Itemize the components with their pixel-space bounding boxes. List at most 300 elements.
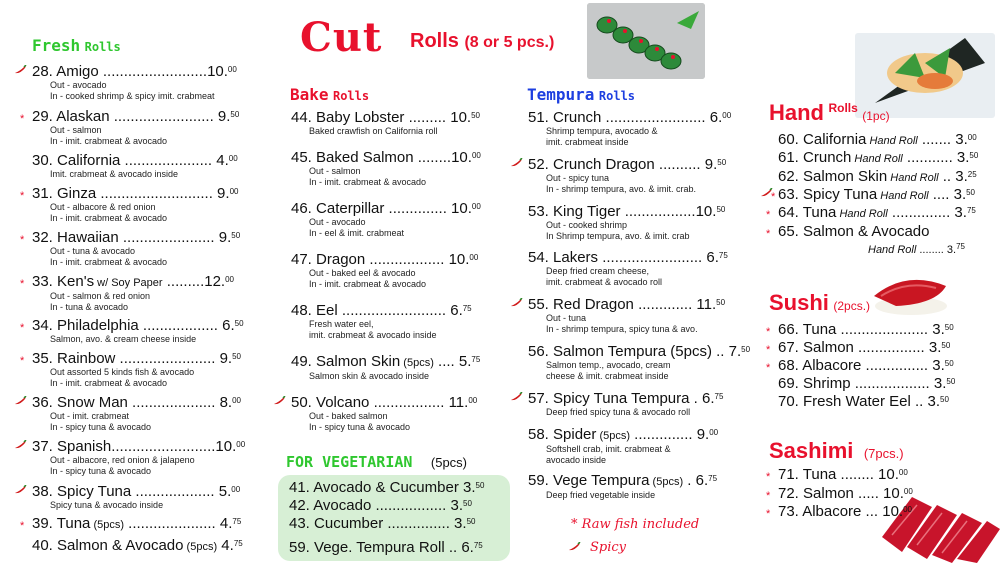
menu-item	[289, 540, 483, 556]
fresh-word: Fresh	[32, 36, 81, 55]
menu-item	[291, 201, 481, 239]
menu-item-name: 67. Salmon ................ 3.	[778, 339, 942, 356]
menu-item-line	[528, 157, 726, 173]
menu-item-description: Deep fried spicy tuna & avocado roll	[546, 407, 691, 417]
hand-last-price	[868, 244, 965, 256]
fresh-rolls-word: Rolls	[84, 40, 121, 54]
chili-pepper-icon	[273, 396, 286, 406]
menu-item-name: 39. Tuna	[32, 515, 91, 532]
menu-item	[766, 485, 913, 502]
menu-item	[766, 204, 976, 222]
menu-item-price-cents: 50	[717, 158, 727, 167]
menu-item	[778, 169, 977, 186]
menu-item	[771, 186, 976, 204]
menu-item-description: Out - avocado	[309, 217, 366, 227]
menu-item-description: Out - salmon & red onion	[50, 291, 151, 301]
menu-item-line	[291, 303, 472, 319]
menu-item-price-cents: 00	[225, 275, 234, 284]
menu-item-description: Out - albacore & red onion	[50, 202, 156, 212]
menu-item-description: Out assorted 5 kinds fish & avocado	[50, 367, 195, 377]
menu-item-name: 28. Amigo .........................10.	[32, 63, 228, 80]
menu-item-line	[528, 473, 717, 490]
menu-item-price-cents: 00	[236, 440, 246, 449]
menu-item-price-cents: 00	[903, 505, 912, 514]
menu-item-price-cents: 50	[232, 352, 241, 361]
menu-item-description: Out - avocado	[50, 80, 107, 90]
menu-item-price-cents: 75	[473, 541, 483, 550]
menu-item-line	[20, 229, 241, 246]
menu-item	[20, 108, 240, 147]
menu-item-name: 44. Baby Lobster ......... 10.	[291, 109, 472, 126]
roll-illustration	[587, 3, 705, 79]
rolls-count: (8 or 5 pcs.)	[464, 34, 555, 51]
menu-item-dots: .........12.	[162, 273, 226, 290]
menu-item	[32, 484, 240, 511]
menu-item	[291, 395, 477, 433]
menu-item-description: Shrimp tempura, avocado &	[546, 126, 658, 136]
menu-item-price-cents: 50	[475, 481, 485, 490]
menu-item-dots: .. 3.	[938, 168, 968, 185]
menu-item-line	[766, 321, 954, 338]
menu-item	[528, 110, 731, 148]
menu-item-description: imit. crabmeat & avocado inside	[309, 330, 437, 340]
raw-fish-marker: *	[20, 322, 25, 334]
menu-item	[20, 515, 242, 533]
menu-item-line	[32, 153, 238, 169]
menu-item-note: w/ Soy Paper	[94, 277, 163, 289]
menu-item	[778, 132, 977, 149]
menu-item-line	[20, 185, 239, 202]
menu-item-line	[528, 391, 723, 407]
menu-item-price-cents: 50	[471, 111, 481, 120]
menu-item-price-cents: 50	[231, 231, 241, 240]
menu-item-name: 73. Albacore ... 10.	[778, 503, 904, 520]
menu-item-name: 31. Ginza ........................... 9.	[32, 185, 230, 202]
menu-item	[766, 357, 954, 374]
menu-item-dots: .............. 3.	[887, 204, 967, 221]
menu-item-price-cents: 50	[944, 323, 954, 332]
menu-item-line	[766, 339, 951, 356]
menu-item-line	[20, 350, 241, 367]
menu-item-price-cents: 50	[966, 188, 976, 197]
menu-item-line	[291, 150, 481, 166]
menu-item-description: Out - imit. crabmeat	[50, 411, 130, 421]
menu-item-name: 63. Spicy Tuna	[778, 186, 878, 203]
menu-item-name: 35. Rainbow ....................... 9.	[32, 350, 233, 367]
raw-fish-marker: *	[766, 471, 771, 483]
menu-item-name: 60. California	[778, 131, 867, 148]
menu-item	[289, 498, 472, 514]
menu-item-description: Out - cooked shrimp	[546, 220, 628, 230]
menu-item-price-cents: 50	[466, 517, 476, 526]
menu-item-description: In - cooked shrimp & spicy imit. crabmeat	[50, 91, 215, 101]
chili-pepper-icon	[14, 485, 27, 495]
menu-item-dots: .... 3.	[928, 186, 967, 203]
menu-item	[291, 252, 478, 290]
menu-item-dots: .... 5.	[433, 353, 472, 370]
menu-item-line	[20, 515, 242, 533]
menu-item-price-cents: 75	[708, 474, 718, 483]
menu-item-price-cents: 75	[462, 304, 472, 313]
menu-item-name: 45. Baked Salmon ........10.	[291, 149, 472, 166]
menu-item-price-cents: 00	[468, 396, 478, 405]
menu-item-description: In - spicy tuna & avocado	[50, 422, 152, 432]
menu-item	[528, 204, 725, 242]
menu-item-price-cents: 75	[966, 206, 976, 215]
menu-item-note: (5pcs)	[183, 541, 218, 553]
menu-item-price-cents: 75	[233, 539, 243, 548]
menu-item	[528, 473, 717, 501]
menu-item-description: Imit. crabmeat & avocado inside	[50, 169, 179, 179]
sashimi-word: Sashimi	[769, 438, 854, 463]
menu-item-price-cents: 50	[230, 110, 240, 119]
bake-rolls-word: Rolls	[332, 89, 370, 103]
menu-item-name: 36. Snow Man .................... 8.	[32, 394, 233, 411]
menu-item	[291, 150, 481, 188]
menu-item-note: Hand Roll	[851, 153, 903, 165]
menu-item-name: 58. Spider	[528, 426, 597, 443]
hand-last-label: Hand Roll	[868, 244, 917, 256]
menu-item-line	[32, 64, 237, 80]
menu-item	[528, 344, 750, 382]
menu-item-name: 50. Volcano ................. 11.	[291, 394, 469, 411]
menu-item-name: 62. Salmon Skin	[778, 168, 888, 185]
menu-item-name: 56. Salmon Tempura (5pcs) .. 7.	[528, 343, 742, 360]
menu-item-description: In - tuna & avocado	[50, 302, 129, 312]
raw-fish-marker: *	[20, 355, 25, 367]
hand-rolls-word: Rolls	[828, 101, 858, 115]
menu-item-price-cents: 00	[709, 428, 719, 437]
menu-item	[20, 350, 241, 389]
hand-rolls-heading	[769, 100, 890, 126]
menu-item	[32, 538, 243, 555]
hand-word: Hand	[769, 100, 824, 125]
menu-item-price-cents: 00	[469, 253, 479, 262]
menu-item-line	[778, 376, 955, 392]
menu-item-dots: . 6.	[683, 472, 709, 489]
menu-item-description: Salmon temp., avocado, cream	[546, 360, 671, 370]
menu-item-name: 54. Lakers ........................ 6.	[528, 249, 719, 266]
menu-item-price-cents: 00	[229, 187, 239, 196]
menu-item-name: 42. Avocado ................. 3.	[289, 497, 463, 514]
menu-item-description: In - spicy tuna & avocado	[50, 466, 152, 476]
menu-item	[291, 110, 480, 137]
menu-item	[289, 516, 475, 532]
menu-item	[20, 273, 234, 313]
menu-item-description: Out - albacore, red onion & jalapeno	[50, 455, 195, 465]
menu-item	[778, 376, 955, 392]
menu-item-name: 66. Tuna ..................... 3.	[778, 321, 945, 338]
menu-item-line	[291, 110, 480, 126]
menu-item-name: 71. Tuna ........ 10.	[778, 466, 899, 483]
menu-item-description: In - spicy tuna & avocado	[309, 422, 411, 432]
menu-item-line	[528, 110, 731, 126]
menu-item-line	[291, 252, 478, 268]
hand-pcs: (1pc)	[862, 109, 890, 123]
raw-fish-marker: *	[766, 490, 771, 502]
menu-item-description: Out - baked salmon	[309, 411, 388, 421]
menu-item-price-cents: 75	[714, 392, 724, 401]
menu-item-name: 55. Red Dragon ............. 11.	[528, 296, 717, 313]
menu-item-line	[291, 354, 480, 371]
menu-item	[32, 153, 238, 180]
menu-item-dots: 4.	[217, 537, 234, 554]
menu-item-name: 51. Crunch ........................ 6.	[528, 109, 723, 126]
menu-item-description: Softshell crab, imit. crabmeat &	[546, 444, 671, 454]
sushi-word: Sushi	[769, 290, 829, 315]
menu-item-description: In - shrimp tempura, avo. & imit. crab.	[546, 184, 697, 194]
menu-item-line	[289, 540, 483, 556]
menu-item-note: (5pcs)	[649, 476, 684, 488]
menu-item-price-cents: 00	[227, 65, 237, 74]
menu-item-line	[771, 186, 976, 204]
cut-title: Cut	[300, 14, 383, 61]
menu-item-name: 53. King Tiger .................10.	[528, 203, 717, 220]
spicy-note	[590, 540, 626, 555]
menu-item-price-cents: 00	[471, 151, 481, 160]
menu-item-description: Out - tuna & avocado	[50, 246, 136, 256]
sushi-heading	[769, 290, 870, 316]
menu-item-name: 59. Vege. Tempura Roll .. 6.	[289, 539, 474, 556]
menu-item-description: In - imit. crabmeat & avocado	[50, 136, 168, 146]
menu-item-line	[291, 201, 481, 217]
menu-item	[528, 391, 723, 418]
menu-item-line	[766, 466, 908, 483]
menu-item	[528, 297, 725, 335]
menu-item-price-cents: 75	[718, 251, 728, 260]
menu-item-line	[766, 357, 954, 374]
menu-item-line	[289, 516, 475, 532]
menu-item	[291, 354, 480, 382]
vegetarian-word: FOR VEGETARIAN	[286, 453, 413, 471]
raw-fish-marker: *	[766, 344, 771, 356]
sushi-illustration	[866, 266, 952, 318]
menu-item-price-cents: 00	[903, 487, 913, 496]
menu-item-line	[528, 297, 725, 313]
menu-item	[766, 466, 908, 483]
raw-fish-marker: *	[766, 508, 771, 520]
hand-last-dots: ........ 3.	[916, 244, 957, 256]
menu-item	[528, 157, 726, 195]
menu-item	[20, 185, 239, 224]
menu-item-price-cents: 50	[463, 499, 472, 508]
menu-item-name: 43. Cucumber ............... 3.	[289, 515, 467, 532]
menu-item-name: 64. Tuna	[778, 204, 837, 221]
raw-fish-note: * Raw fish included	[571, 517, 700, 532]
menu-item-description: In - imit. crabmeat & avocado	[309, 279, 427, 289]
menu-item-name: 37. Spanish.........................10.	[32, 438, 237, 455]
menu-item-price-cents: 00	[722, 111, 732, 120]
raw-fish-marker: *	[20, 278, 25, 290]
menu-item	[766, 503, 912, 520]
menu-item-line	[528, 344, 750, 360]
chili-pepper-icon	[14, 396, 27, 406]
menu-item-dots: .............. 9.	[630, 426, 710, 443]
menu-item-name: 68. Albacore ............... 3.	[778, 357, 945, 374]
menu-item-line	[20, 317, 244, 334]
chili-pepper-icon	[510, 158, 523, 168]
menu-item-price-cents: 50	[716, 298, 726, 307]
cut-rolls-label	[410, 30, 554, 53]
menu-item-description: Fresh water eel,	[309, 319, 374, 329]
menu-item-note: (5pcs)	[400, 357, 434, 369]
menu-item-note: (5pcs)	[90, 519, 125, 531]
menu-item-description: In - imit. crabmeat & avocado	[50, 378, 168, 388]
menu-item	[32, 395, 241, 433]
menu-item-line	[32, 395, 241, 411]
menu-item-line	[289, 498, 472, 514]
bake-word: Bake	[290, 85, 329, 104]
menu-item-name: 47. Dragon .................. 10.	[291, 251, 470, 268]
menu-item-name: 30. California ..................... 4.	[32, 152, 229, 169]
tempura-rolls-heading	[527, 85, 635, 105]
menu-item-name: 61. Crunch	[778, 149, 852, 166]
menu-item-price-cents: 50	[940, 395, 949, 404]
menu-item-name: 69. Shrimp .................. 3.	[778, 375, 947, 392]
chili-pepper-icon	[14, 65, 27, 75]
menu-item-line	[778, 132, 977, 149]
menu-item-line	[778, 169, 977, 186]
menu-item-name: 52. Crunch Dragon .......... 9.	[528, 156, 718, 173]
menu-item-description: Out - spicy tuna	[546, 173, 610, 183]
menu-item-price-cents: 75	[232, 517, 242, 526]
menu-item-line	[778, 150, 978, 167]
fresh-rolls-heading	[32, 36, 121, 56]
menu-item-name: 59. Vege Tempura	[528, 472, 650, 489]
menu-item-price-cents: 50	[716, 205, 726, 214]
vegetarian-pcs: (5pcs)	[430, 455, 468, 470]
menu-item	[20, 317, 244, 345]
menu-item	[289, 480, 484, 496]
menu-item	[528, 250, 728, 288]
menu-item	[291, 303, 472, 341]
tempura-word: Tempura	[527, 85, 595, 104]
raw-fish-marker: *	[20, 190, 25, 202]
menu-item-name: 29. Alaskan ........................ 9.	[32, 108, 231, 125]
menu-item-name: 70. Fresh Water Eel .. 3.	[778, 393, 941, 410]
menu-item-price-cents: 50	[944, 359, 954, 368]
menu-item-name: 49. Salmon Skin	[291, 353, 401, 370]
menu-item-price-cents: 00	[471, 202, 481, 211]
menu-item-price-cents: 50	[941, 341, 951, 350]
menu-item-description: avocado inside	[546, 455, 607, 465]
menu-item-description: In - imit. crabmeat & avocado	[50, 213, 168, 223]
menu-item-line	[32, 538, 243, 555]
menu-item-line	[766, 204, 976, 222]
menu-item	[778, 394, 949, 410]
menu-item-description: In - imit. crabmeat & avocado	[309, 177, 427, 187]
raw-fish-marker: *	[20, 520, 25, 532]
menu-item-description: In Shrimp tempura, avo. & imit. crab	[546, 231, 690, 241]
menu-item-description: imit. crabmeat inside	[546, 137, 629, 147]
menu-item	[32, 64, 237, 102]
raw-fish-marker: *	[766, 209, 771, 221]
menu-item-price-cents: 00	[231, 485, 241, 494]
menu-item-line	[766, 485, 913, 502]
menu-item-line	[32, 484, 240, 500]
chili-pepper-icon	[510, 298, 523, 308]
menu-item	[766, 223, 930, 240]
menu-item	[32, 439, 245, 477]
menu-item-line	[32, 439, 245, 455]
menu-item	[766, 339, 951, 356]
tempura-rolls-word: Rolls	[598, 89, 636, 103]
menu-item-name: 72. Salmon ..... 10.	[778, 485, 904, 502]
raw-fish-marker: *	[20, 234, 25, 246]
hand-last-sup: 75	[956, 242, 965, 251]
menu-item-name: 34. Philadelphia .................. 6.	[32, 317, 235, 334]
menu-item	[766, 321, 954, 338]
menu-item-description: Salmon skin & avocado inside	[309, 371, 430, 381]
menu-item-line	[20, 273, 234, 291]
menu-item-description: Deep fried vegetable inside	[546, 490, 656, 500]
menu-item-description: Out - baked eel & avocado	[309, 268, 416, 278]
chili-pepper-icon	[510, 392, 523, 402]
menu-item-description: Baked crawfish on California roll	[309, 126, 438, 136]
menu-item-price-cents: 50	[741, 345, 751, 354]
spicy-label: Spicy	[590, 540, 627, 555]
menu-item-note: Hand Roll	[836, 208, 888, 220]
menu-item-line	[766, 223, 930, 240]
raw-fish-marker: *	[20, 113, 25, 125]
menu-item-description: In - eel & imit. crabmeat	[309, 228, 405, 238]
chili-pepper-icon	[14, 440, 27, 450]
menu-item-dots: ........... 3.	[902, 149, 970, 166]
bake-rolls-heading	[290, 85, 369, 105]
raw-fish-marker: *	[771, 191, 776, 203]
menu-item-price-cents: 50	[946, 377, 956, 386]
menu-item-note: (5pcs)	[596, 430, 631, 442]
menu-item-name: 41. Avocado & Cucumber 3.	[289, 479, 476, 496]
menu-item-note: Hand Roll	[877, 190, 929, 202]
menu-item-description: Deep fried cream cheese,	[546, 266, 650, 276]
menu-item-line	[528, 250, 728, 266]
menu-item-description: Out - salmon	[309, 166, 361, 176]
menu-item-price-cents: 00	[967, 133, 977, 142]
cut-roll-photo	[587, 3, 705, 79]
menu-item-price-cents: 50	[234, 319, 244, 328]
menu-item-name: 48. Eel ......................... 6.	[291, 302, 463, 319]
sushi-pcs: (2pcs.)	[833, 299, 871, 313]
menu-item-name: 38. Spicy Tuna ................... 5.	[32, 483, 232, 500]
menu-item-name: 65. Salmon & Avocado	[778, 223, 930, 240]
raw-fish-marker: *	[766, 326, 771, 338]
menu-item	[528, 427, 718, 466]
menu-item-note: Hand Roll	[887, 172, 939, 184]
menu-item-line	[778, 394, 949, 410]
menu-item-line	[289, 480, 484, 496]
menu-item-price-cents: 00	[232, 396, 241, 405]
menu-item-line	[291, 395, 477, 411]
menu-item-line	[528, 204, 725, 220]
menu-item	[20, 229, 241, 268]
rolls-word: Rolls	[410, 30, 459, 52]
menu-item-description: Spicy tuna & avocado inside	[50, 500, 164, 510]
menu-item-name: 57. Spicy Tuna Tempura . 6.	[528, 390, 715, 407]
menu-item-name: 40. Salmon & Avocado	[32, 537, 184, 554]
menu-item-description: In - imit. crabmeat & avocado	[50, 257, 168, 267]
menu-item-price-cents: 75	[471, 355, 481, 364]
menu-item-price-cents: 25	[967, 170, 977, 179]
menu-item-description: Salmon, avo. & cream cheese inside	[50, 334, 197, 344]
menu-item-dots: ..................... 4.	[124, 515, 233, 532]
menu-item-price-cents: 00	[228, 154, 238, 163]
menu-item-name: 32. Hawaiian ...................... 9.	[32, 229, 232, 246]
raw-fish-marker: *	[766, 362, 771, 374]
sushi-photo	[866, 266, 952, 318]
menu-item	[778, 150, 978, 167]
menu-item-note: Hand Roll	[866, 135, 918, 147]
